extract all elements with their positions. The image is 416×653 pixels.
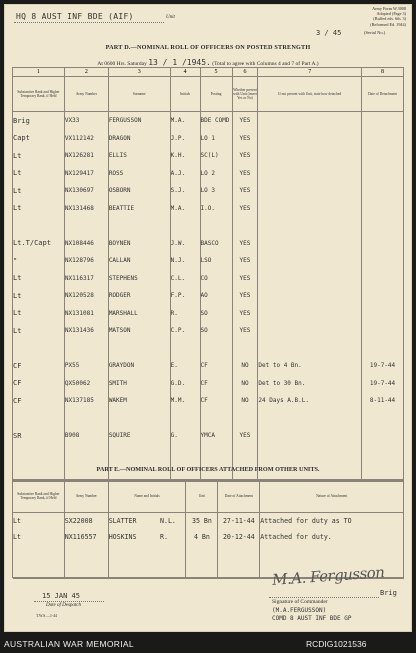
cell-detachment: Det to 4 Bn. bbox=[258, 357, 362, 375]
cell-present: YES bbox=[232, 147, 258, 165]
col-header-surname: Surname bbox=[108, 77, 170, 112]
table-row bbox=[13, 322, 404, 340]
col-header-present: Whether present with Unit (insert Yes or No) bbox=[232, 77, 258, 112]
cell-detachment bbox=[258, 270, 362, 288]
cell-surname bbox=[108, 217, 170, 235]
cell-posting: CF bbox=[200, 392, 232, 410]
cell-detachment bbox=[258, 287, 362, 305]
cell-surname: STEPHENS bbox=[108, 270, 170, 288]
part-d-subtitle bbox=[4, 58, 412, 67]
form-line: Adopted (Page 3) bbox=[376, 11, 406, 17]
cell-army-number bbox=[64, 545, 108, 561]
cell-detachment bbox=[258, 322, 362, 340]
cell-detach-date bbox=[362, 270, 404, 288]
col-header-rank: Substantive Rank and Higher Temporary Rank, if Held bbox=[13, 77, 65, 112]
cell-initials: E. bbox=[170, 357, 200, 375]
cell-army-number: NX130697 bbox=[64, 182, 108, 200]
commander-post: COMD 8 AUST INF BDE GP bbox=[272, 615, 352, 622]
cell-present: YES bbox=[232, 112, 258, 130]
cell-present: YES bbox=[232, 427, 258, 445]
table-row bbox=[13, 392, 404, 410]
table-row bbox=[13, 130, 404, 148]
cell-unit: 4 Bn bbox=[186, 529, 218, 545]
form-line: Army Form W.3008 bbox=[372, 6, 406, 11]
cell-posting: CF bbox=[200, 357, 232, 375]
cell-army-number: NX131081 bbox=[64, 305, 108, 323]
cell-detach-date bbox=[362, 252, 404, 270]
cell-posting bbox=[200, 445, 232, 463]
table-row bbox=[13, 165, 404, 183]
table-row bbox=[13, 375, 404, 393]
cell-present: YES bbox=[232, 130, 258, 148]
cell-posting bbox=[200, 410, 232, 428]
col-number: 2 bbox=[64, 68, 108, 77]
cell-surname: OSBORN bbox=[108, 182, 170, 200]
cell-detachment bbox=[258, 217, 362, 235]
table-row bbox=[13, 217, 404, 235]
cell-present: NO bbox=[232, 375, 258, 393]
cell-attach-date bbox=[218, 545, 260, 561]
cell-present: YES bbox=[232, 182, 258, 200]
cell-surname: MARSHALL bbox=[108, 305, 170, 323]
cell-army-number: NX129417 bbox=[64, 165, 108, 183]
cell-rank: SR bbox=[13, 427, 65, 445]
cell-detachment bbox=[258, 410, 362, 428]
cell-detachment bbox=[258, 340, 362, 358]
cell-surname: BOYNEN bbox=[108, 235, 170, 253]
cell-posting: SC(L) bbox=[200, 147, 232, 165]
cell-detachment bbox=[258, 252, 362, 270]
cell-army-number: SX22008 bbox=[64, 513, 108, 530]
cell-present: YES bbox=[232, 287, 258, 305]
table-row bbox=[13, 270, 404, 288]
cell-present bbox=[232, 217, 258, 235]
cell-detachment bbox=[258, 235, 362, 253]
col-number: 7 bbox=[258, 68, 362, 77]
cell-army-number: VX33 bbox=[64, 112, 108, 130]
form-line: (Reformed Ed. 1944) bbox=[370, 21, 406, 27]
cell-surname: BEATTIE bbox=[108, 200, 170, 218]
part-e-table bbox=[12, 479, 404, 579]
cell-initials: M.M. bbox=[170, 392, 200, 410]
cell-army-number: NX128796 bbox=[64, 252, 108, 270]
print-note: T.W.S.—1-44 bbox=[36, 614, 57, 618]
cell-surname: SLATTER bbox=[108, 513, 160, 530]
table-row bbox=[13, 147, 404, 165]
cell-posting: SO bbox=[200, 305, 232, 323]
cell-rank bbox=[13, 340, 65, 358]
cell-army-number: NX116317 bbox=[64, 270, 108, 288]
col-header-army-number: Army Number bbox=[64, 77, 108, 112]
cell-army-number: NX116557 bbox=[64, 529, 108, 545]
table-row bbox=[13, 200, 404, 218]
cell-rank: Lt bbox=[13, 529, 65, 545]
cell-initials: R. bbox=[170, 305, 200, 323]
table-row bbox=[13, 357, 404, 375]
table-row bbox=[13, 545, 404, 561]
cell-detach-date bbox=[362, 217, 404, 235]
cell-army-number: B908 bbox=[64, 427, 108, 445]
cell-detach-date: 8-11-44 bbox=[362, 392, 404, 410]
cell-initials: M.A. bbox=[170, 112, 200, 130]
cell-initials: N.L. bbox=[160, 513, 186, 530]
cell-surname bbox=[108, 545, 160, 561]
cell-posting: BASCO bbox=[200, 235, 232, 253]
cell-initials: K.H. bbox=[170, 147, 200, 165]
cell-detach-date bbox=[362, 165, 404, 183]
cell-detach-date bbox=[362, 427, 404, 445]
cell-surname bbox=[108, 410, 170, 428]
cell-surname: WAKEM bbox=[108, 392, 170, 410]
archive-name: AUSTRALIAN WAR MEMORIAL bbox=[4, 639, 134, 649]
part-d-title: PART D.—NOMINAL ROLL OF OFFICERS ON POSTED STRENGTH bbox=[105, 44, 311, 51]
cell-rank: Lt bbox=[13, 287, 65, 305]
cell-posting: AO bbox=[200, 287, 232, 305]
table-row bbox=[13, 529, 404, 545]
cell-posting: BDE COMD bbox=[200, 112, 232, 130]
cell-detachment bbox=[258, 147, 362, 165]
cell-army-number: NX108446 bbox=[64, 235, 108, 253]
table-row bbox=[13, 235, 404, 253]
cell-initials: F.P. bbox=[170, 287, 200, 305]
part-d-table bbox=[12, 67, 404, 482]
cell-detach-date bbox=[362, 287, 404, 305]
col-header-attach-date: Date of Attachment bbox=[218, 480, 260, 513]
cell-posting: LO 1 bbox=[200, 130, 232, 148]
cell-attach-date: 20-12-44 bbox=[218, 529, 260, 545]
cell-unit bbox=[186, 545, 218, 561]
cell-army-number: NX131436 bbox=[64, 322, 108, 340]
cell-detachment bbox=[258, 200, 362, 218]
cell-present: YES bbox=[232, 305, 258, 323]
cell-detachment bbox=[258, 130, 362, 148]
cell-rank bbox=[13, 561, 65, 578]
rank-suffix: Brig bbox=[380, 589, 397, 597]
col-header-name: Name and Initials bbox=[108, 480, 186, 513]
cell-detach-date bbox=[362, 130, 404, 148]
cell-initials: R. bbox=[160, 529, 186, 545]
cell-surname: GRAYDON bbox=[108, 357, 170, 375]
cell-initials: C.L. bbox=[170, 270, 200, 288]
cell-initials bbox=[170, 445, 200, 463]
col-number: 5 bbox=[200, 68, 232, 77]
cell-detach-date bbox=[362, 410, 404, 428]
commander-signature: M.A. Fergusson bbox=[271, 563, 385, 589]
cell-rank: CF bbox=[13, 357, 65, 375]
cell-rank: Lt bbox=[13, 305, 65, 323]
signature-underline bbox=[269, 597, 379, 598]
cell-surname: ELLIS bbox=[108, 147, 170, 165]
cell-posting: I.O. bbox=[200, 200, 232, 218]
part-e-title: PART E.—NOMINAL ROLL OF OFFICERS ATTACHED FROM OTHER UNITS. bbox=[96, 466, 320, 473]
cell-army-number bbox=[64, 445, 108, 463]
serial-label: (Serial No.) bbox=[364, 30, 386, 35]
cell-surname: MATSON bbox=[108, 322, 170, 340]
unit-label: Unit bbox=[166, 15, 175, 20]
cell-surname: HOSKINS bbox=[108, 529, 160, 545]
cell-posting: CF bbox=[200, 375, 232, 393]
column-header-row bbox=[13, 77, 404, 112]
cell-detachment: 24 Days A.B.L. bbox=[258, 392, 362, 410]
col-header-rank: Substantive Rank and Higher Temporary Rank, if Held bbox=[13, 480, 65, 513]
cell-detachment bbox=[258, 112, 362, 130]
col-header-nature: Nature of Attachment bbox=[260, 480, 404, 513]
cell-detach-date bbox=[362, 235, 404, 253]
form-number: 3 / 45 bbox=[316, 29, 342, 37]
cell-detachment bbox=[258, 445, 362, 463]
cell-initials bbox=[170, 217, 200, 235]
cell-initials: A.J. bbox=[170, 165, 200, 183]
cell-posting bbox=[200, 217, 232, 235]
table-row bbox=[13, 287, 404, 305]
archive-record-id: RCDIG1021536 bbox=[306, 639, 367, 649]
cell-present: YES bbox=[232, 270, 258, 288]
cell-detach-date bbox=[362, 340, 404, 358]
unit-underline bbox=[14, 22, 164, 23]
cell-detach-date bbox=[362, 112, 404, 130]
cell-army-number: NX137185 bbox=[64, 392, 108, 410]
col-header-army-number: Army Number bbox=[64, 480, 108, 513]
cell-detachment bbox=[258, 305, 362, 323]
col-header-unit: Unit bbox=[186, 480, 218, 513]
part-e-header-row bbox=[13, 480, 404, 513]
cell-surname bbox=[108, 561, 160, 578]
col-header-initials: Initials bbox=[170, 77, 200, 112]
cell-initials: G. bbox=[170, 427, 200, 445]
cell-surname: DRAGON bbox=[108, 130, 170, 148]
cell-rank bbox=[13, 217, 65, 235]
despatch-underline bbox=[34, 601, 104, 602]
cell-initials: M.A. bbox=[170, 200, 200, 218]
cell-surname bbox=[108, 445, 170, 463]
cell-unit bbox=[186, 561, 218, 578]
cell-rank: CF bbox=[13, 375, 65, 393]
table-row bbox=[13, 182, 404, 200]
table-row bbox=[13, 340, 404, 358]
cell-rank: Lt bbox=[13, 182, 65, 200]
cell-initials: J.P. bbox=[170, 130, 200, 148]
cell-army-number: NX120528 bbox=[64, 287, 108, 305]
cell-army-number bbox=[64, 410, 108, 428]
cell-detach-date: 19-7-44 bbox=[362, 375, 404, 393]
cell-army-number: VX112142 bbox=[64, 130, 108, 148]
col-header-detach-date: Date of Detachment bbox=[362, 77, 404, 112]
part-d-sub-suffix: (Total to agree with Columns 4 and 7 of Part A.) bbox=[212, 61, 319, 67]
cell-army-number: PX55 bbox=[64, 357, 108, 375]
cell-present: YES bbox=[232, 252, 258, 270]
commander-name: (M.A.FERGUSSON) bbox=[272, 607, 327, 614]
cell-detachment bbox=[258, 165, 362, 183]
cell-detach-date: 19-7-44 bbox=[362, 357, 404, 375]
cell-army-number: NX131468 bbox=[64, 200, 108, 218]
cell-unit: 35 Bn bbox=[186, 513, 218, 530]
cell-posting bbox=[200, 340, 232, 358]
cell-initials bbox=[160, 561, 186, 578]
cell-rank: Lt bbox=[13, 513, 65, 530]
cell-rank bbox=[13, 545, 65, 561]
cell-detach-date bbox=[362, 305, 404, 323]
table-row bbox=[13, 305, 404, 323]
table-row bbox=[13, 410, 404, 428]
cell-detach-date bbox=[362, 147, 404, 165]
cell-surname: FERGUSSON bbox=[108, 112, 170, 130]
cell-initials: S.J. bbox=[170, 182, 200, 200]
part-d-sub-prefix: At 0600 Hrs. Saturday bbox=[97, 61, 147, 67]
cell-detach-date bbox=[362, 182, 404, 200]
cell-rank: Capt bbox=[13, 130, 65, 148]
col-number: 4 bbox=[170, 68, 200, 77]
cell-posting: LO 2 bbox=[200, 165, 232, 183]
cell-army-number: NX126281 bbox=[64, 147, 108, 165]
cell-posting: SO bbox=[200, 322, 232, 340]
cell-surname: ROSS bbox=[108, 165, 170, 183]
cell-rank bbox=[13, 445, 65, 463]
cell-rank: Lt bbox=[13, 270, 65, 288]
cell-present: NO bbox=[232, 392, 258, 410]
col-number: 6 bbox=[232, 68, 258, 77]
cell-present: YES bbox=[232, 200, 258, 218]
cell-present bbox=[232, 445, 258, 463]
column-number-row bbox=[13, 68, 404, 77]
signature-label: Signature of Commander bbox=[272, 599, 328, 605]
col-number: 1 bbox=[13, 68, 65, 77]
form-reference bbox=[294, 6, 406, 27]
form-line: (Buffed eds. 6th. 3) bbox=[373, 16, 406, 22]
cell-rank: " bbox=[13, 252, 65, 270]
cell-nature bbox=[260, 545, 404, 561]
cell-army-number bbox=[64, 561, 108, 578]
cell-army-number bbox=[64, 217, 108, 235]
cell-detachment bbox=[258, 182, 362, 200]
cell-posting: CO bbox=[200, 270, 232, 288]
cell-army-number bbox=[64, 340, 108, 358]
cell-present: YES bbox=[232, 165, 258, 183]
cell-present: YES bbox=[232, 322, 258, 340]
cell-posting: LSO bbox=[200, 252, 232, 270]
cell-army-number: QX50062 bbox=[64, 375, 108, 393]
cell-nature: Attached for duty. bbox=[260, 529, 404, 545]
cell-rank bbox=[13, 410, 65, 428]
cell-attach-date bbox=[218, 561, 260, 578]
despatch-date: 15 JAN 45 bbox=[42, 592, 80, 600]
cell-attach-date: 27-11-44 bbox=[218, 513, 260, 530]
despatch-label: Date of Despatch bbox=[46, 603, 81, 608]
cell-rank: Lt.T/Capt bbox=[13, 235, 65, 253]
cell-present bbox=[232, 340, 258, 358]
table-row bbox=[13, 427, 404, 445]
cell-initials bbox=[170, 410, 200, 428]
cell-initials bbox=[170, 340, 200, 358]
cell-rank: Lt bbox=[13, 165, 65, 183]
cell-rank: Lt bbox=[13, 147, 65, 165]
cell-initials: J.W. bbox=[170, 235, 200, 253]
cell-initials: G.D. bbox=[170, 375, 200, 393]
col-number: 3 bbox=[108, 68, 170, 77]
cell-rank: Lt bbox=[13, 322, 65, 340]
unit-text: HQ 8 AUST INF BDE (AIF) bbox=[16, 12, 134, 21]
cell-surname: RODGER bbox=[108, 287, 170, 305]
cell-initials bbox=[160, 545, 186, 561]
cell-present: YES bbox=[232, 235, 258, 253]
cell-rank: Brig bbox=[13, 112, 65, 130]
cell-posting: LO 3 bbox=[200, 182, 232, 200]
cell-present bbox=[232, 410, 258, 428]
cell-surname: CALLAN bbox=[108, 252, 170, 270]
table-row bbox=[13, 252, 404, 270]
cell-rank: CF bbox=[13, 392, 65, 410]
cell-initials: C.P. bbox=[170, 322, 200, 340]
table-row bbox=[13, 112, 404, 130]
col-header-detached: If not present with Unit, state how detached bbox=[258, 77, 362, 112]
cell-rank: Lt bbox=[13, 200, 65, 218]
table-row bbox=[13, 445, 404, 463]
col-header-posting: Posting bbox=[200, 77, 232, 112]
cell-posting: YMCA bbox=[200, 427, 232, 445]
cell-initials: N.J. bbox=[170, 252, 200, 270]
cell-detach-date bbox=[362, 200, 404, 218]
cell-detach-date bbox=[362, 445, 404, 463]
table-row bbox=[13, 513, 404, 530]
col-number: 8 bbox=[362, 68, 404, 77]
part-d-sub-date: 13 / 1 /1945. bbox=[148, 58, 211, 67]
cell-nature: Attached for duty as TO bbox=[260, 513, 404, 530]
cell-detachment: Det to 30 Bn. bbox=[258, 375, 362, 393]
cell-surname bbox=[108, 340, 170, 358]
cell-detachment bbox=[258, 427, 362, 445]
cell-surname: SQUIRE bbox=[108, 427, 170, 445]
cell-surname: SMITH bbox=[108, 375, 170, 393]
document-page bbox=[4, 4, 412, 632]
cell-present: NO bbox=[232, 357, 258, 375]
cell-detach-date bbox=[362, 322, 404, 340]
